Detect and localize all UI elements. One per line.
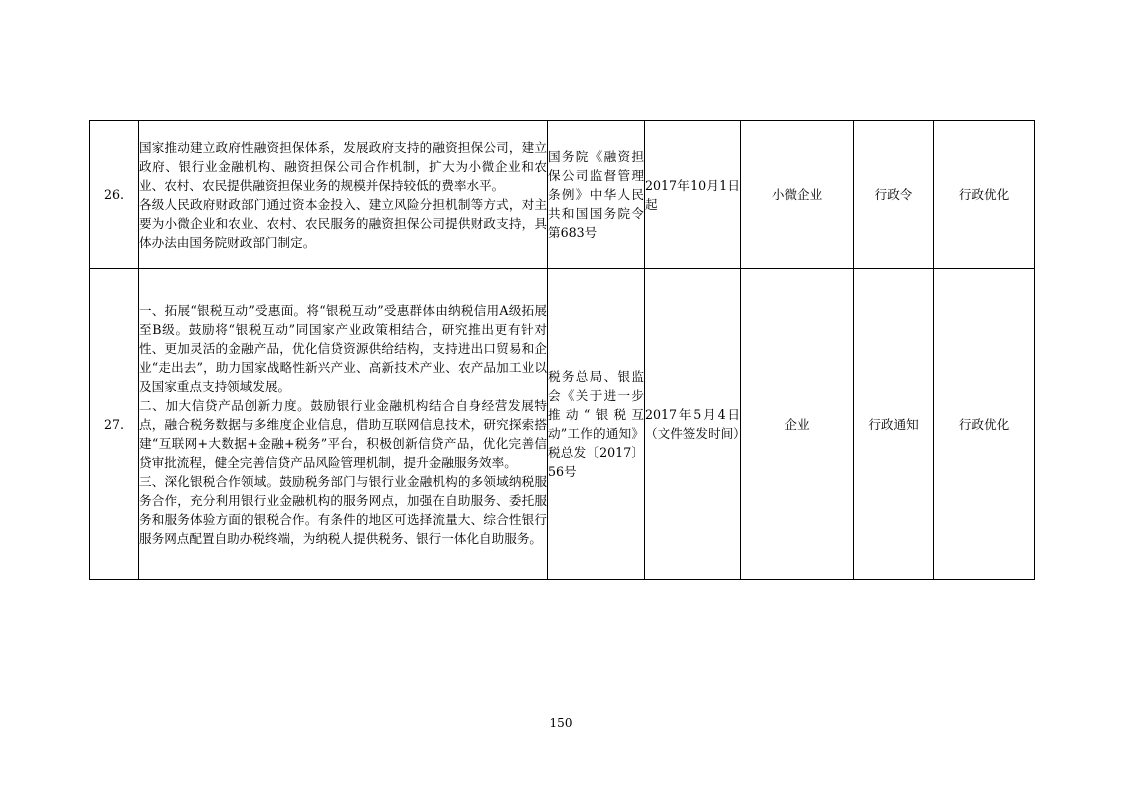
effective-date: 2017年5月4日（文件签发时间） [645, 269, 741, 580]
policy-type: 行政通知 [854, 269, 934, 580]
page-number: 150 [549, 716, 573, 730]
policy-source: 国务院《融资担保公司监督管理条例》中华人民共和国国务院令第683号 [548, 121, 645, 269]
row-number: 26. [90, 121, 139, 269]
policy-table [89, 120, 1035, 580]
content-paragraph: 三、深化银税合作领域。鼓励税务部门与银行业金融机构的多领域纳税服务合作，充分利用银行业金融机构的服务网点，加强在自助服务、委托服务和服务体验方面的银税合作。有条件的地区可选择流量大、综合性银行服务网点配置自助办税终端，为纳税人提供税务、银行一体化自助服务。 [139, 473, 547, 546]
row-number: 27. [90, 269, 139, 580]
policy-category: 行政优化 [934, 269, 1035, 580]
table-row [90, 121, 1035, 269]
effective-date: 2017年10月1日起 [645, 121, 741, 269]
target-group: 企业 [741, 269, 854, 580]
policy-content [139, 121, 548, 269]
content-paragraph: 一、拓展“银税互动”受惠面。将“银税互动”受惠群体由纳税信用A级拓展至B级。鼓励将“银税互动”同国家产业政策相结合，研究推出更有针对性、更加灵活的金融产品，优化信贷资源供给结构，支持进出口贸易和企业“走出去”，助力国家战略性新兴产业、高新技术产业、农产品加工业以及国家重点支持领域发展。 [139, 302, 547, 394]
policy-category: 行政优化 [934, 121, 1035, 269]
table-row [90, 269, 1035, 580]
policy-source: 税务总局、银监会《关于进一步推动“银税互动”工作的通知》税总发〔2017〕56号 [548, 269, 645, 580]
policy-type: 行政令 [854, 121, 934, 269]
content-paragraph: 国家推动建立政府性融资担保体系，发展政府支持的融资担保公司，建立政府、银行业金融机构、融资担保公司合作机制，扩大为小微企业和农业、农村、农民提供融资担保业务的规模并保持较低的费率水平。 [139, 139, 547, 193]
content-paragraph: 各级人民政府财政部门通过资本金投入、建立风险分担机制等方式，对主要为小微企业和农业、农村、农民服务的融资担保公司提供财政支持，具体办法由国务院财政部门制定。 [139, 196, 547, 250]
policy-content [139, 269, 548, 580]
content-paragraph: 二、加大信贷产品创新力度。鼓励银行业金融机构结合自身经营发展特点，融合税务数据与多维度企业信息，借助互联网信息技术，研究探索搭建“互联网+大数据+金融+税务”平台，积极创新信贷产品，优化完善信贷审批流程，健全完善信贷产品风险管理机制，提升金融服务效率。 [139, 397, 547, 470]
target-group: 小微企业 [741, 121, 854, 269]
